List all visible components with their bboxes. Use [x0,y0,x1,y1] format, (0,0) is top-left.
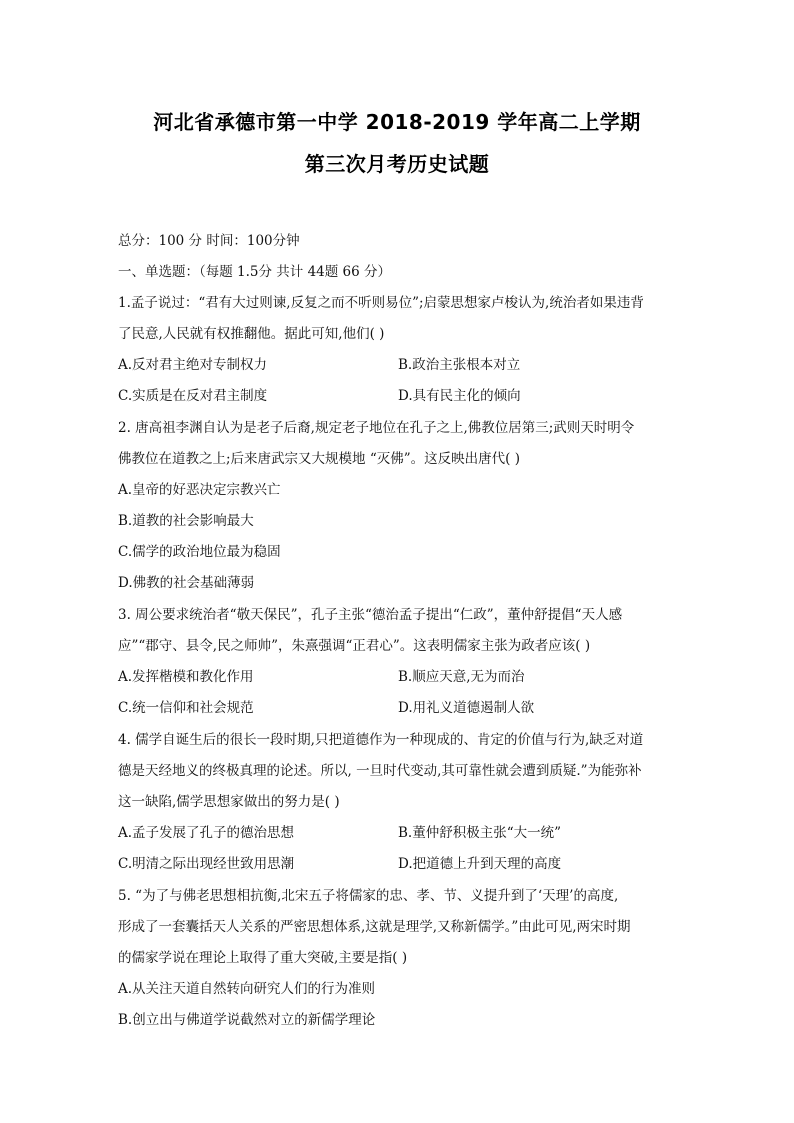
question-text-line: 4. 儒学自诞生后的很长一段时期,只把道德作为一种现成的、肯定的价值与行为,缺乏对道 [118,732,644,748]
question-text-line: 了民意,人民就有权推翻他。据此可知,他们( ) [118,326,385,342]
option-c: C.实质是在反对君主制度 [118,388,268,404]
option-d: D.佛教的社会基础薄弱 [118,575,255,591]
option-c: C.统一信仰和社会规范 [118,700,254,716]
option-b: B.创立出与佛道学说截然对立的新儒学理论 [118,1012,376,1028]
option-a: A.孟子发展了孔子的德治思想 [118,825,295,841]
option-b: B.董仲舒积极主张“大一统” [398,825,562,841]
option-a: A.发挥楷模和教化作用 [118,669,254,685]
question-text-line: 佛教位在道教之上;后来唐武宗又大规模地 “灭佛”。这反映出唐代( ) [118,451,520,467]
question-text-line: 3. 周公要求统治者“敬天保民”，孔子主张“德治孟子提出“仁政”，董仲舒提倡“天人感 [118,607,623,623]
question-text-line: 这一缺陷,儒学思想家做出的努力是( ) [118,794,340,810]
option-c: C.明清之际出现经世致用思潮 [118,856,295,872]
option-d: D.具有民主化的倾向 [398,388,521,404]
question-text-line: 德是天经地义的终极真理的论述。所以, 一旦时代变动,其可靠性就会遭到质疑.”为能弥补 [118,763,642,779]
exam-title-line-2: 第三次月考历史试题 [304,152,490,176]
option-a: A.反对君主绝对专制权力 [118,357,268,373]
section-heading: 一、单选题：（每题 1.5分 共计 44题 66 分） [118,264,392,280]
exam-title-line-1: 河北省承德市第一中学 2018-2019 学年高二上学期 [153,110,641,134]
option-a: A.皇帝的好恶决定宗教兴亡 [118,482,281,498]
option-d: D.把道德上升到天理的高度 [398,856,562,872]
score-time-info: 总分：100 分 时间：100分钟 [118,233,300,249]
question-text-line: 1.孟子说过：“君有大过则谏,反复之而不听则易位”;启蒙思想家卢梭认为,统治者如果违背 [118,295,644,311]
option-c: C.儒学的政治地位最为稳固 [118,544,281,560]
question-text-line: 2. 唐高祖李渊自认为是老子后裔,规定老子地位在孔子之上,佛教位居第三;武则天时明令 [118,420,635,436]
question-text-line: 的儒家学说在理论上取得了重大突破,主要是指( ) [118,950,408,966]
option-a: A.从关注天道自然转向研究人们的行为准则 [118,981,376,997]
option-b: B.顺应天意,无为而治 [398,669,525,685]
option-d: D.用礼义道德遏制人欲 [398,700,535,716]
option-b: B.道教的社会影响最大 [118,513,254,529]
question-text-line: 应”“郡守、县令,民之师帅”，朱熹强调“正君心”。这表明儒家主张为政者应该( ) [118,638,591,654]
question-text-line: 形成了一套囊括天人关系的严密思想体系,这就是理学,又称新儒学。”由此可见,两宋时期 [118,919,631,935]
option-b: B.政治主张根本对立 [398,357,521,373]
question-text-line: 5. “为了与佛老思想相抗衡,北宋五子将儒家的忠、孝、节、义提升到了‘天理’的高度, [118,888,619,904]
